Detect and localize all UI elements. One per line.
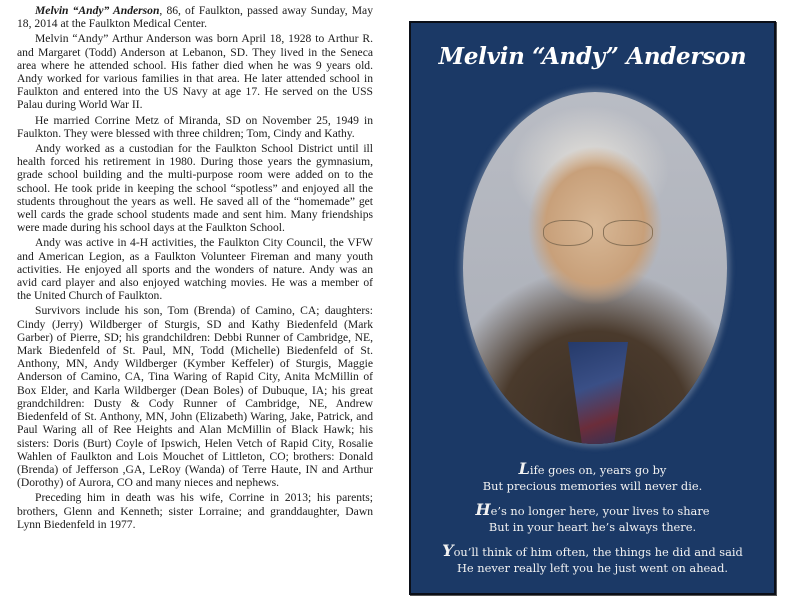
obituary-paragraph-intro: Melvin “Andy” Anderson, 86, of Faulkton, passed away Sunday, May 18, 2014 at the Faulkton Medical Center. [17,4,373,31]
obituary-paragraph-career: Andy worked as a custodian for the Faulkton School District until ill health forced his retirement in 1980. During those years the gymnasium, grade school building and the multi-purpose room were added on to the school. He took pride in keeping the school “spotless” and enjoyed all the students throughout the years as well. He saved all of the “homemade” get well cards the grade school students made and sent him. Many friendships were made during his school days at the Faulkton School. [17,142,373,235]
obituary-text [17,4,373,533]
obituary-paragraph-marriage: He married Corrine Metz of Miranda, SD on November 25, 1949 in Faulkton. They were blessed with three children; Tom, Cindy and Kathy. [17,113,373,140]
lead-name: Melvin “Andy” Anderson [35,4,160,17]
obituary-paragraph-birth: Melvin “Andy” Arthur Anderson was born April 18, 1928 to Arthur R. and Margaret (Todd) Anderson at Lebanon, SD. They lived in the Seneca area where he attended school. His father died when he was 9 years old. Andy worked for various families in that area. He later attended school in Faulkton and entered into the US Navy at age 17. He served on the USS Palau during World War II. [17,32,373,112]
glasses-shape [543,220,653,246]
portrait-photo [463,92,727,444]
poem-stanza-2: He’s no longer here, your lives to share But in your heart he’s always there. [475,500,710,534]
poem-stanza-3: You’ll think of him often, the things he did and said He never really left you he just went on ahead. [442,541,743,575]
memorial-panel [409,21,776,595]
poem-stanza-1: Life goes on, years go by But precious memories will never die. [482,459,703,493]
memorial-title: Melvin “Andy” Anderson [438,43,747,70]
obituary-paragraph-survivors: Survivors include his son, Tom (Brenda) of Camino, CA; daughters: Cindy (Jerry) Wildberger of Sturgis, SD and Kathy Biedenfeld (Mark Garber) of Pierre, SD; his grandchildren: Debbi Runner of Cambridge, NE, Mark Biedenfeld of St. Paul, MN, Todd (Michelle) Biedenfeld of St. Anthony, MN, Andy Wildberger (Kymber Keffeler) of Sturgis, Maggie Anderson of Camino, CA, Tina Waring of Rapid City, Anita McMillin of Box Elder, and Karla Wildberger (Dean Boles) of Dubuque, IA; his great grandchildren: Dusty & Cody Runner of Cambridge, NE, Andrew Biedenfeld of St. Anthony, MN, John (Elizabeth) Waring, Jake, Patrick, and Paul Waring all of Ree Heights and Alan McMillin of Black Hawk; his sisters: Doris (Burt) Coyle of Ipswich, Helen Vetch of Rapid City, Rosalie Wahlen of Faulkton and Lois Mouchet of Littleton, CO; brothers: Donald (Brenda) of Jefferson ,GA, LeRoy (Wanda) of Terre Haute, IN and Arthur (Dorothy) of Aurora, CO and many nieces and nephews. [17,304,373,490]
shirt-shape [568,342,628,444]
memorial-poem [411,461,774,584]
obituary-paragraph-preceded: Preceding him in death was his wife, Corrine in 2013; his parents; brothers, Glenn and Kenneth; sister Lorraine; and granddaughter, Dawn Lynn Biedenfeld in 1977. [17,491,373,531]
obituary-paragraph-activities: Andy was active in 4-H activities, the Faulkton City Council, the VFW and American Legion, as a Faulkton Volunteer Fireman and many youth activities. He enjoyed all sports and the wonders of nature. Andy was an avid card player and also enjoyed watching movies. He was a member of the United Church of Faulkton. [17,236,373,303]
